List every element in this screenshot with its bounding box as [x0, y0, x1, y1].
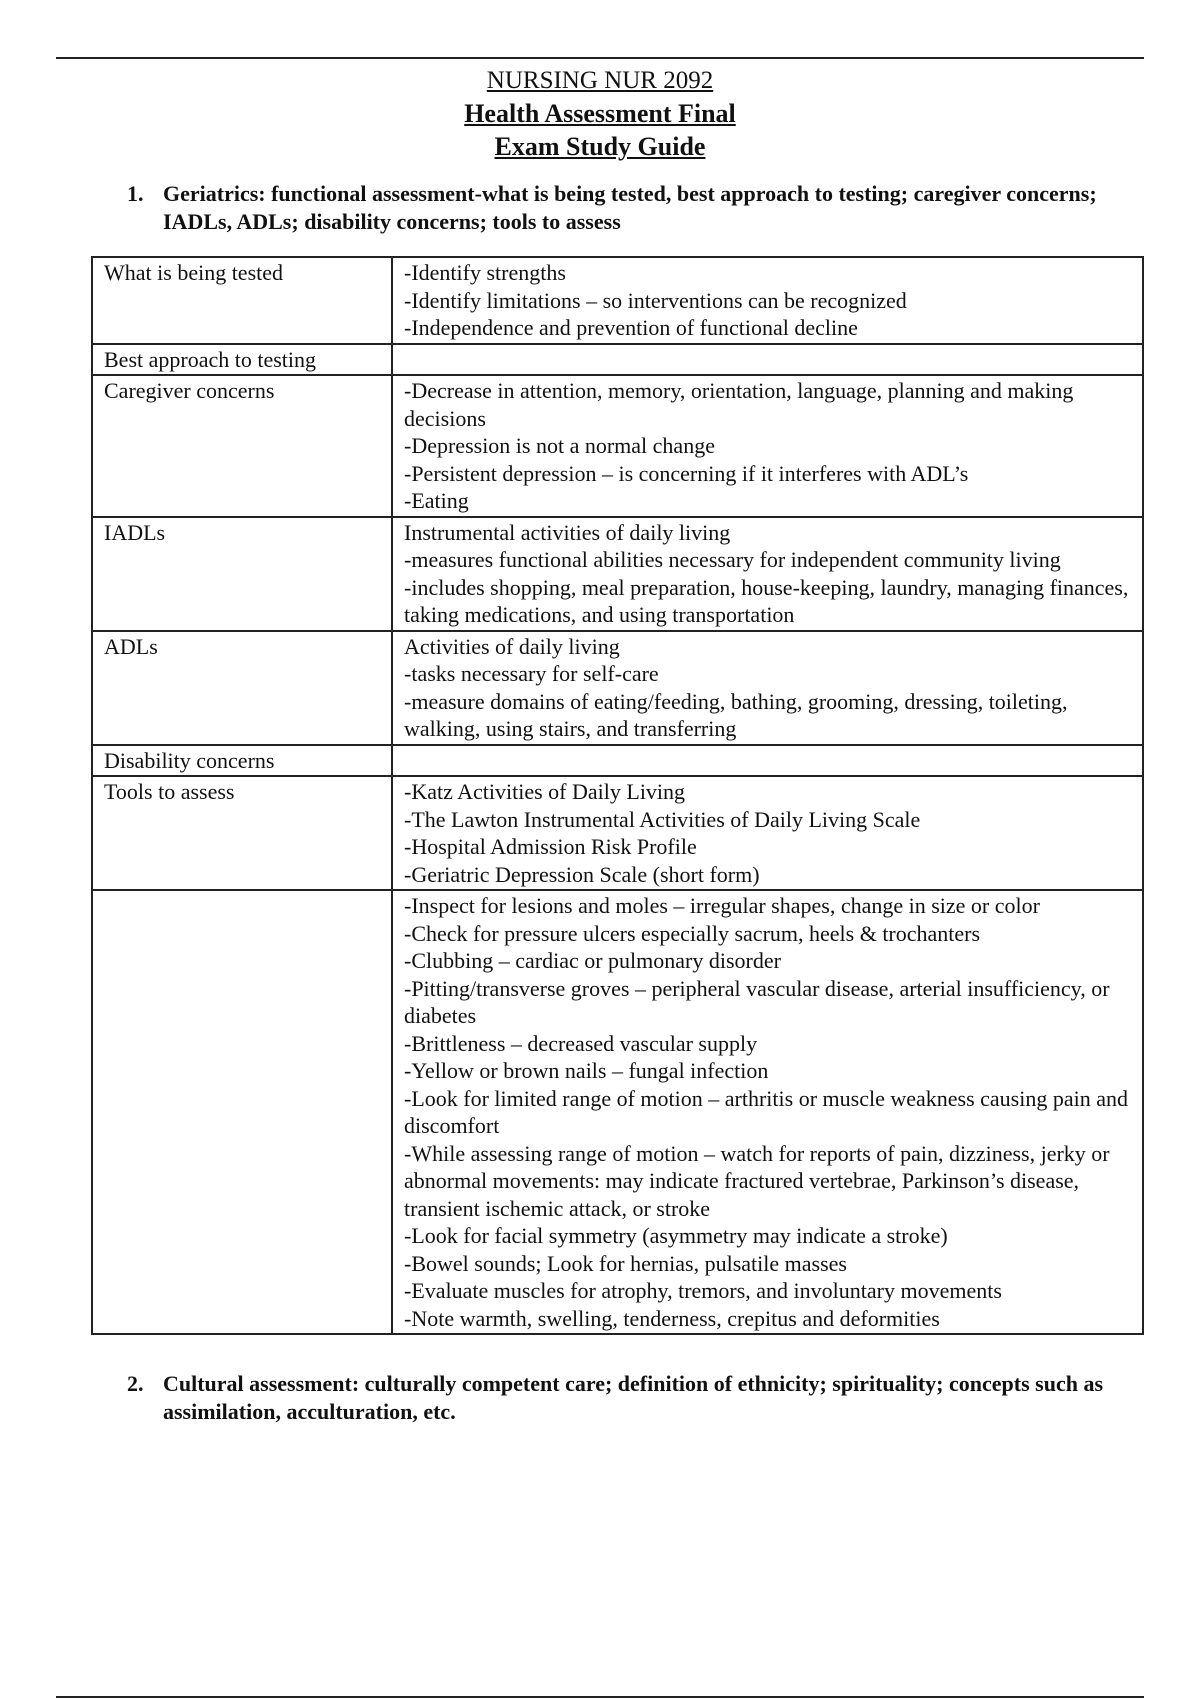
content-line: -Eating	[404, 488, 469, 513]
content-line: -Independence and prevention of functional decline	[404, 315, 858, 340]
content-line: -The Lawton Instrumental Activities of Daily Living Scale	[404, 806, 921, 832]
content-line: -Look for limited range of motion – arthritis or muscle weakness causing pain and discomfort	[404, 1085, 1128, 1138]
table-row	[92, 745, 1143, 777]
content-line: -Depression is not a normal change	[404, 433, 715, 458]
document-title: Health Assessment Final	[464, 99, 736, 128]
content-line: Instrumental activities of daily living	[404, 519, 731, 545]
content-line: -Pitting/transverse groves – peripheral vascular disease, arterial insufficiency, or diabetes	[404, 975, 1110, 1028]
content-line: -Decrease in attention, memory, orientation, language, planning and making decisions	[404, 378, 1074, 431]
content-line: Activities of daily living	[404, 633, 620, 659]
content-line: -Check for pressure ulcers especially sacrum, heels & trochanters	[404, 920, 981, 946]
content-line: -Evaluate muscles for atrophy, tremors, and involuntary movements	[404, 1278, 1002, 1303]
row-label: Best approach to testing	[92, 344, 392, 376]
content-line: -Inspect for lesions and moles – irregular shapes, change in size or color	[404, 893, 1040, 918]
bottom-rule	[56, 1696, 1144, 1698]
row-content	[392, 375, 1143, 517]
content-line: -Yellow or brown nails – fungal infection	[404, 1058, 769, 1083]
content-line: -Brittleness – decreased vascular supply	[404, 1030, 758, 1056]
document-header	[0, 64, 1200, 163]
content-line: -measures functional abilities necessary for independent community living	[404, 547, 1061, 572]
row-content	[392, 257, 1143, 344]
content-line: -Look for facial symmetry (asymmetry may indicate a stroke)	[404, 1223, 948, 1248]
row-label: What is being tested	[92, 257, 392, 344]
question-text: Cultural assessment: culturally competent care; definition of ethnicity; spirituality; concepts such as assimilation, acculturation, etc.	[163, 1371, 1104, 1424]
course-title: NURSING NUR 2092	[486, 67, 714, 94]
table-row	[92, 375, 1143, 517]
content-line: -Note warmth, swelling, tenderness, crepitus and deformities	[404, 1305, 940, 1331]
top-rule	[56, 57, 1144, 59]
table-row	[92, 776, 1143, 890]
row-content	[392, 776, 1143, 890]
row-content	[392, 745, 1143, 777]
document-subtitle: Exam Study Guide	[494, 132, 706, 161]
content-line: -tasks necessary for self-care	[404, 661, 659, 686]
content-line: -Clubbing – cardiac or pulmonary disorder	[404, 948, 781, 973]
row-label: Tools to assess	[92, 776, 392, 890]
content-line: -Identify strengths	[404, 260, 566, 285]
content-line: -Bowel sounds; Look for hernias, pulsatile masses	[404, 1250, 847, 1276]
content-line: -While assessing range of motion – watch for reports of pain, dizziness, jerky or abnormal movements: may indicate fractured vertebrae, Parkinson’s disease, transient ischemic attack, or stroke	[404, 1140, 1110, 1221]
row-label: ADLs	[92, 631, 392, 745]
row-content	[392, 631, 1143, 745]
row-label: Caregiver concerns	[92, 375, 392, 517]
row-content	[392, 344, 1143, 376]
row-label: IADLs	[92, 517, 392, 631]
question-number: 1.	[127, 181, 144, 206]
content-line: -Geriatric Depression Scale (short form)	[404, 861, 760, 887]
table-row	[92, 257, 1143, 344]
content-line: -Katz Activities of Daily Living	[404, 779, 686, 804]
content-line: -measure domains of eating/feeding, bathing, grooming, dressing, toileting, walking, using stairs, and transferring	[404, 688, 1068, 741]
question-number: 2.	[127, 1371, 144, 1396]
table-row	[92, 517, 1143, 631]
row-content	[392, 890, 1143, 1334]
row-label: Disability concerns	[92, 745, 392, 777]
content-line: -includes shopping, meal preparation, house-keeping, laundry, managing finances, taking medications, and using transportation	[404, 574, 1129, 627]
row-label	[92, 890, 392, 1334]
study-guide-table	[91, 256, 1144, 1335]
table-row	[92, 890, 1143, 1334]
question-1	[127, 180, 1127, 236]
content-line: -Persistent depression – is concerning if it interferes with ADL’s	[404, 460, 969, 486]
question-2	[127, 1370, 1127, 1426]
row-content	[392, 517, 1143, 631]
table-row	[92, 344, 1143, 376]
content-line: -Hospital Admission Risk Profile	[404, 834, 697, 859]
content-line: -Identify limitations – so interventions can be recognized	[404, 287, 907, 313]
table-row	[92, 631, 1143, 745]
question-text: Geriatrics: functional assessment-what is being tested, best approach to testing; caregiver concerns; IADLs, ADLs; disability concerns; tools to assess	[163, 181, 1097, 234]
